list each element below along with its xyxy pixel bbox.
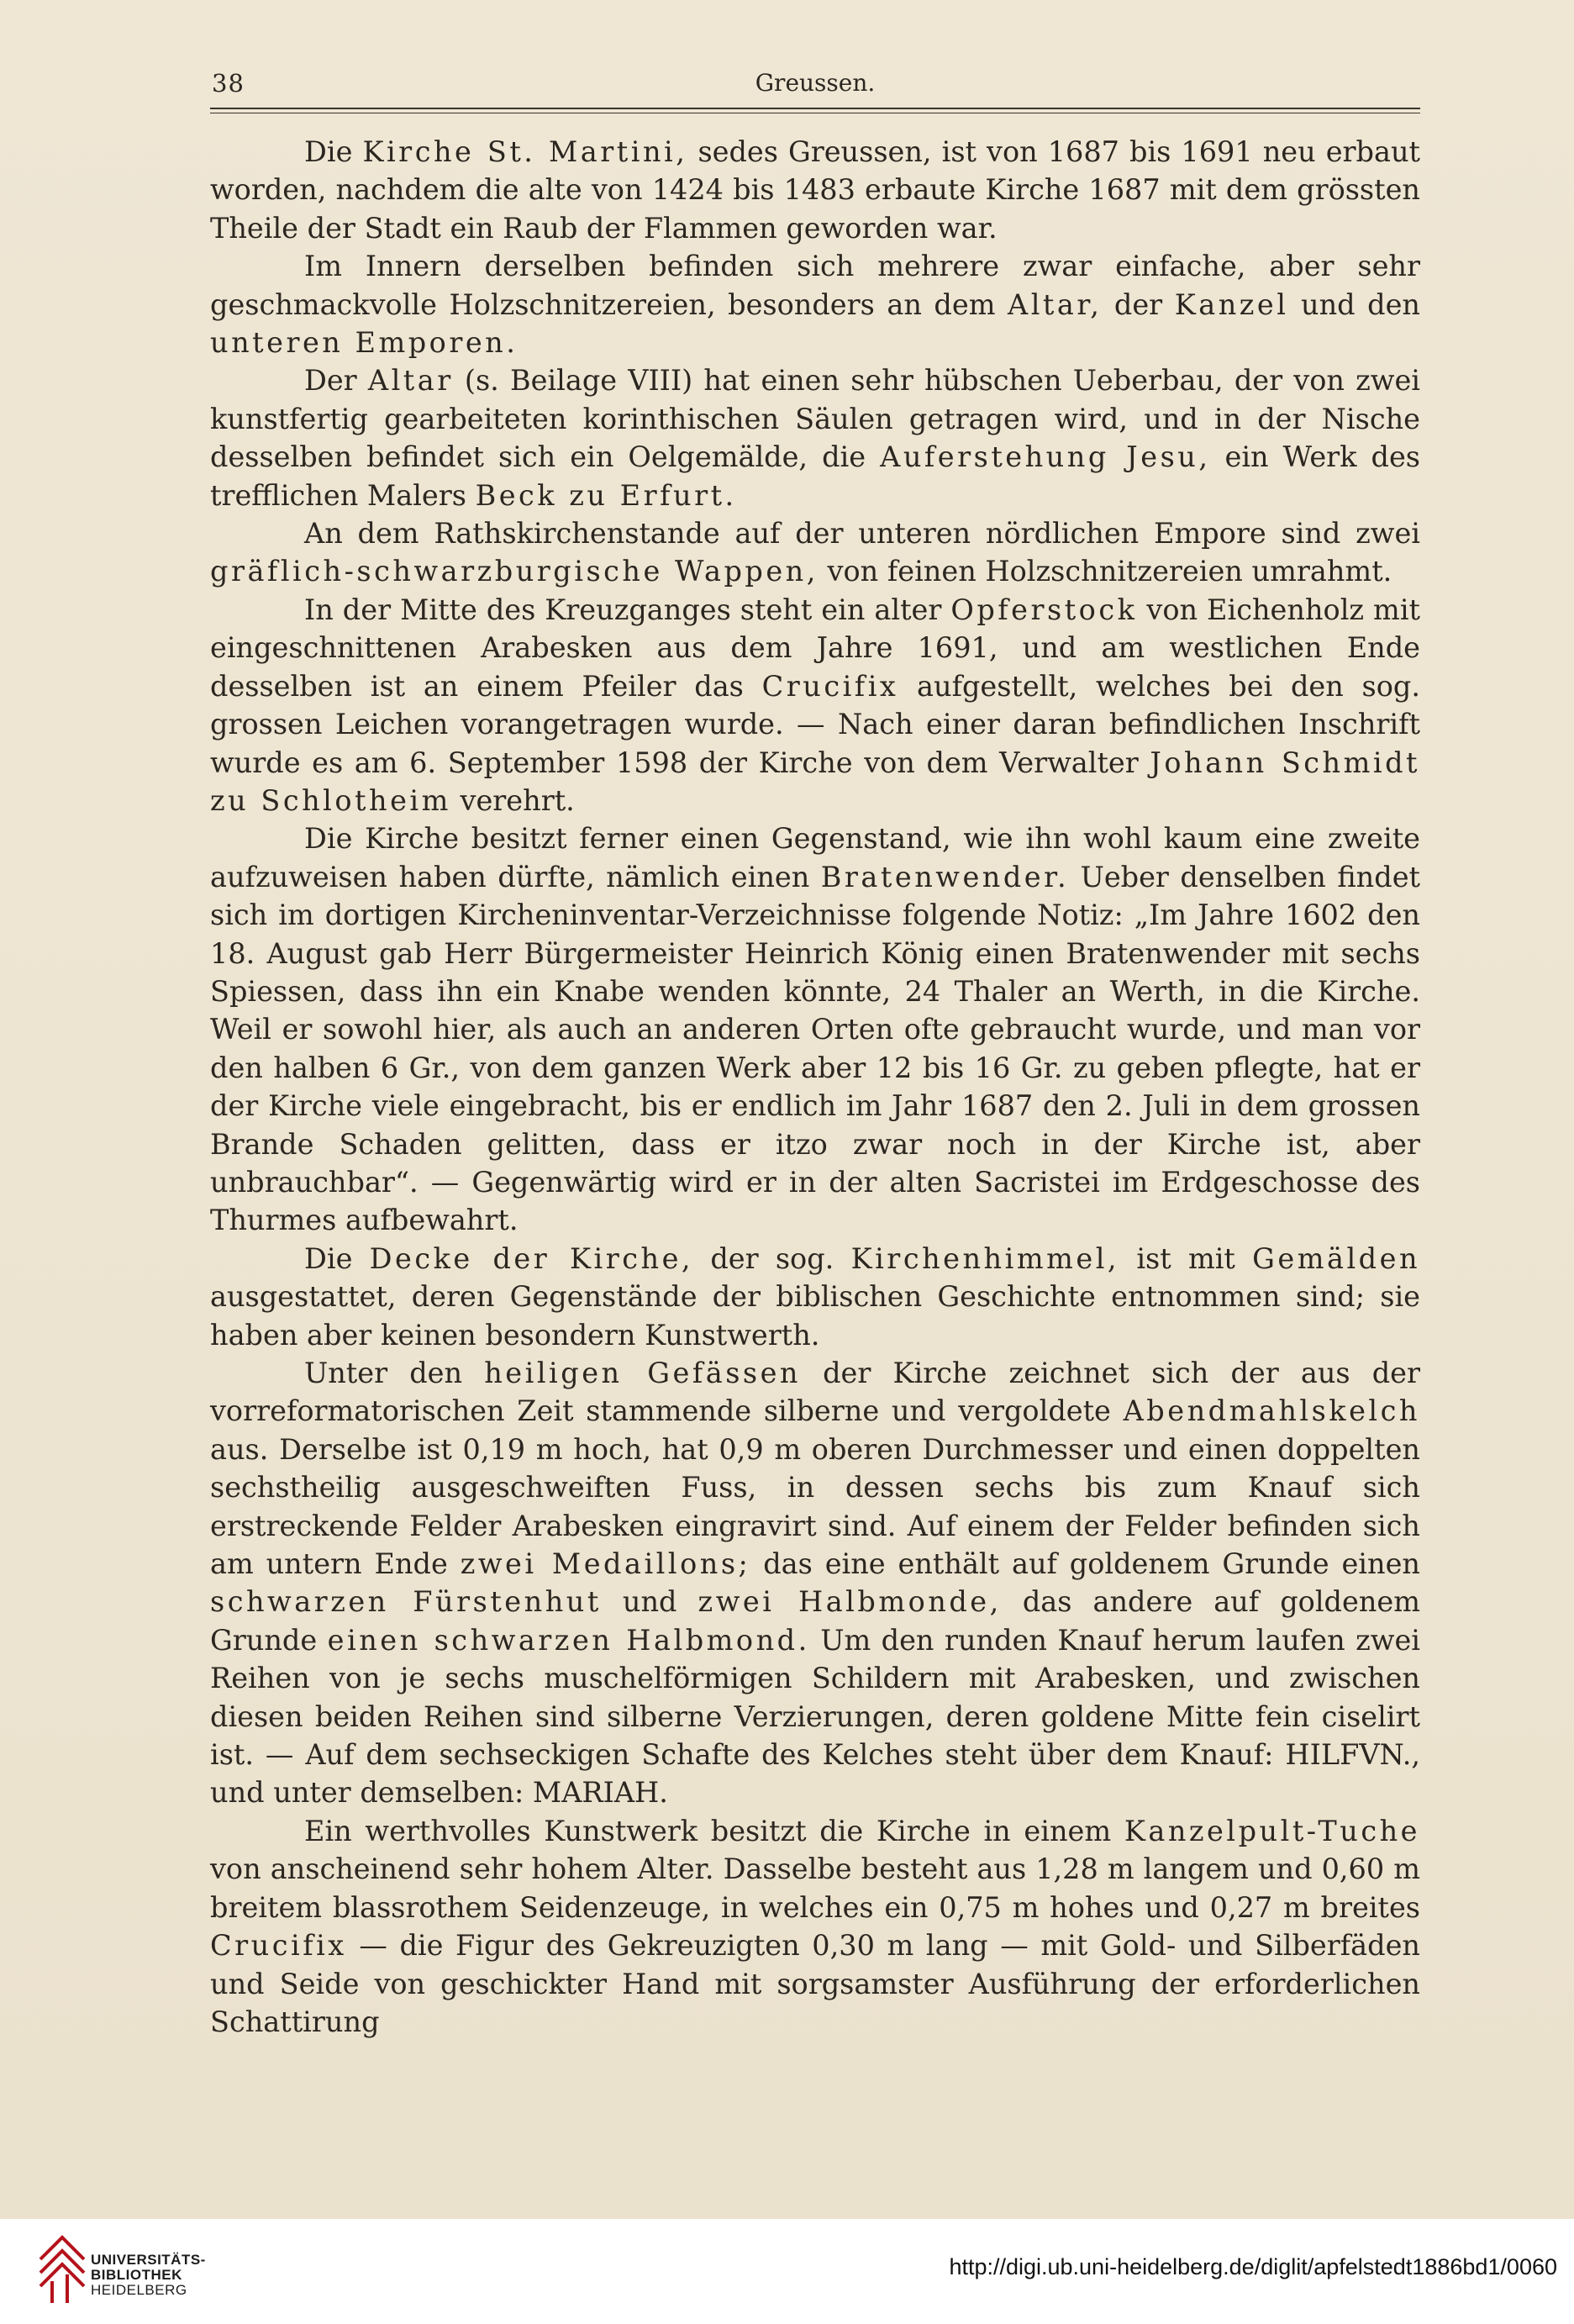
- paragraph: [210, 591, 1420, 819]
- spaced-emphasis-text: unteren Emporen.: [210, 326, 519, 360]
- text-run: An dem Rathskirchenstande auf der unteren nördlichen Empore sind zwei: [304, 517, 1420, 551]
- text-run: das andere auf goldenem Grunde: [210, 1585, 1420, 1657]
- spaced-emphasis-text: Altar,: [1008, 287, 1103, 321]
- spaced-emphasis-text: einen schwarzen Halbmond.: [327, 1623, 810, 1657]
- page-number: 38: [212, 69, 245, 97]
- paragraph: [210, 1812, 1420, 2041]
- paragraph: [210, 361, 1420, 514]
- text-run: — die Figur des Gekreuzigten 0,30 m lang — mit Gold- und Silberfäden und Seide von geschickter Hand mit sorgsamster Ausführung der erforderlichen Schattirung: [210, 1929, 1420, 2038]
- text-run: und: [601, 1585, 698, 1619]
- text-run: ausgestattet, deren Gegenstände der biblischen Geschichte entnommen sind; sie haben aber keinen besondern Kunstwerth.: [210, 1280, 1420, 1352]
- spaced-emphasis-text: Bratenwender.: [820, 860, 1070, 893]
- spaced-emphasis-text: zwei Halbmonde,: [698, 1585, 1002, 1619]
- source-url-link[interactable]: http://digi.ub.uni-heidelberg.de/diglit/apfelstedt1886bd1/0060: [949, 2254, 1557, 2279]
- spaced-emphasis-text: Altar: [367, 364, 454, 398]
- text-run: Die: [304, 135, 363, 168]
- text-run: von anscheinend sehr hohem Alter. Dasselbe besteht aus 1,28 m langem und 0,60 m breitem blassrothem Seidenzeuge, in welches ein 0,75 m hohes und 0,27 m breites: [210, 1852, 1420, 1924]
- text-run: der Kirche zeichnet sich der aus der vorreformatorischen Zeit stammende silberne und vergoldete: [210, 1357, 1421, 1428]
- spaced-emphasis-text: Crucifix: [761, 669, 899, 703]
- spaced-emphasis-text: Decke der Kirche,: [369, 1241, 694, 1275]
- library-logo-icon: [34, 2234, 92, 2306]
- text-run: von Eichenholz mit eingeschnittenen Arabesken aus dem Jahre 1691, und am westlichen Ende desselben ist an einem Pfeiler das: [210, 593, 1420, 703]
- spaced-emphasis-text: Gemälden: [1252, 1241, 1421, 1275]
- spaced-emphasis-text: Auferstehung Jesu,: [880, 440, 1211, 474]
- spaced-emphasis-text: Kanzel: [1174, 287, 1289, 321]
- text-run: Der: [304, 364, 368, 398]
- header-rule: [210, 108, 1420, 109]
- running-title: Greussen.: [755, 69, 876, 97]
- text-run: ein Werk des trefflichen Malers: [210, 440, 1420, 512]
- spaced-emphasis-text: Kirchenhimmel,: [850, 1241, 1120, 1275]
- text-run: und den: [1288, 287, 1420, 321]
- spaced-emphasis-text: Abendmahlskelch: [1123, 1394, 1420, 1428]
- text-run: Im Innern derselben befinden sich mehrere zwar einfache, aber sehr geschmackvolle Holzschnitzereien, besonders an dem: [210, 250, 1420, 321]
- logo-line: UNIVERSITÄTS-: [91, 2252, 206, 2268]
- text-run: Um den runden Knauf herum laufen zwei Reihen von je sechs muschelförmigen Schildern mit Arabesken, und zwischen diesen beiden Reihen sind silberne Verzierungen, deren goldene Mitte fein ciselirt ist. — Auf dem sechseckigen Schafte des Kelches steht über dem Knauf: HILFVN., und unter demselben: MARIAH.: [210, 1623, 1420, 1810]
- text-run: sedes Greussen, ist von 1687 bis 1691 neu erbaut worden, nachdem die alte von 1424 bis 1483 erbaute Kirche 1687 mit dem grössten Theile der Stadt ein Raub der Flammen geworden war.: [210, 135, 1421, 245]
- footer-bar: [0, 2219, 1574, 2324]
- logo-line: BIBLIOTHEK: [91, 2267, 182, 2283]
- paragraph: [210, 247, 1420, 361]
- logo-line: HEIDELBERG: [91, 2282, 187, 2298]
- text-run: aufgestellt, welches bei den sog. grossen Leichen vorangetragen wurde. — Nach einer daran befindlichen Inschrift wurde es am 6. September 1598 der Kirche von dem Verwalter: [210, 669, 1420, 779]
- spaced-emphasis-text: Johann Schmidt zu Schlotheim: [210, 746, 1420, 817]
- paragraph: [210, 514, 1420, 591]
- spaced-emphasis-text: Kirche St. Martini,: [362, 135, 688, 168]
- text-run: Ueber denselben findet sich im dortigen Kircheninventar-Verzeichnisse folgende Notiz: „Im Jahre 1602 den 18. August gab Herr Bürgermeister Heinrich König einen Bratenwender mit sechs Spiessen, dass ihn ein Knabe wenden könnte, 24 Thaler an Werth, in die Kirche. Weil er sowohl hier, als auch an anderen Orten ofte gebraucht wurde, und man vor den halben 6 Gr., von dem ganzen Werk aber 12 bis 16 Gr. zu geben pflegte, hat er der Kirche viele eingebracht, bis er endlich im Jahr 1687 den 2. Juli in dem grossen Brande Schaden gelitten, dass er itzo zwar noch in der Kirche ist, aber unbrauchbar“. — Gegenwärtig wird er in der alten Sacristei im Erdgeschosse des Thurmes aufbewahrt.: [210, 860, 1420, 1237]
- spaced-emphasis-text: Beck zu Erfurt.: [475, 478, 737, 512]
- text-run: aus. Derselbe ist 0,19 m hoch, hat 0,9 m oberen Durchmesser und einen doppelten sechstheilig ausgeschweiften Fuss, in dessen sechs bis zum Knauf sich erstreckende Felder Arabesken eingravirt sind. Auf einem der Felder befinden sich am untern Ende: [210, 1432, 1420, 1581]
- paragraph: [210, 1240, 1420, 1354]
- paragraph: [210, 133, 1420, 247]
- text-run: der: [1102, 287, 1175, 321]
- library-logo-text: [91, 2253, 206, 2298]
- text-run: ist mit: [1119, 1241, 1253, 1275]
- body-text: [210, 133, 1420, 2041]
- text-run: In der Mitte des Kreuzganges steht ein alter: [304, 593, 951, 626]
- text-run: der sog.: [693, 1241, 851, 1275]
- text-run: (s. Beilage VIII) hat einen sehr hübschen Ueberbau, der von zwei kunstfertig gearbeiteten korinthischen Säulen getragen wird, und in der Nische desselben befindet sich ein Oelgemälde, die: [210, 364, 1420, 474]
- paragraph: [210, 819, 1420, 1239]
- text-run: Die Kirche besitzt ferner einen Gegenstand, wie ihn wohl kaum eine zweite aufzuweisen haben dürfte, nämlich einen: [210, 822, 1420, 893]
- spaced-emphasis-text: Opferstock: [950, 593, 1138, 626]
- text-run: Ein werthvolles Kunstwerk besitzt die Kirche in einem: [304, 1814, 1124, 1847]
- spaced-emphasis-text: zwei Medaillons;: [460, 1547, 751, 1581]
- spaced-emphasis-text: heiligen Gefässen: [484, 1357, 801, 1389]
- page-header: [210, 69, 1420, 106]
- spaced-emphasis-text: gräflich-schwarzburgische Wappen,: [210, 555, 819, 588]
- spaced-emphasis-text: Kanzelpult-Tuche: [1124, 1814, 1420, 1847]
- spaced-emphasis-text: Crucifix: [210, 1929, 347, 1963]
- text-run: von feinen Holzschnitzereien umrahmt.: [818, 555, 1392, 588]
- text-run: Die: [304, 1241, 370, 1275]
- paragraph: [210, 1354, 1420, 1812]
- text-run: Unter den: [304, 1357, 485, 1389]
- text-run: verehrt.: [450, 783, 575, 817]
- text-run: das eine enthält auf goldenem Grunde einen: [750, 1547, 1421, 1581]
- spaced-emphasis-text: schwarzen Fürstenhut: [210, 1585, 602, 1619]
